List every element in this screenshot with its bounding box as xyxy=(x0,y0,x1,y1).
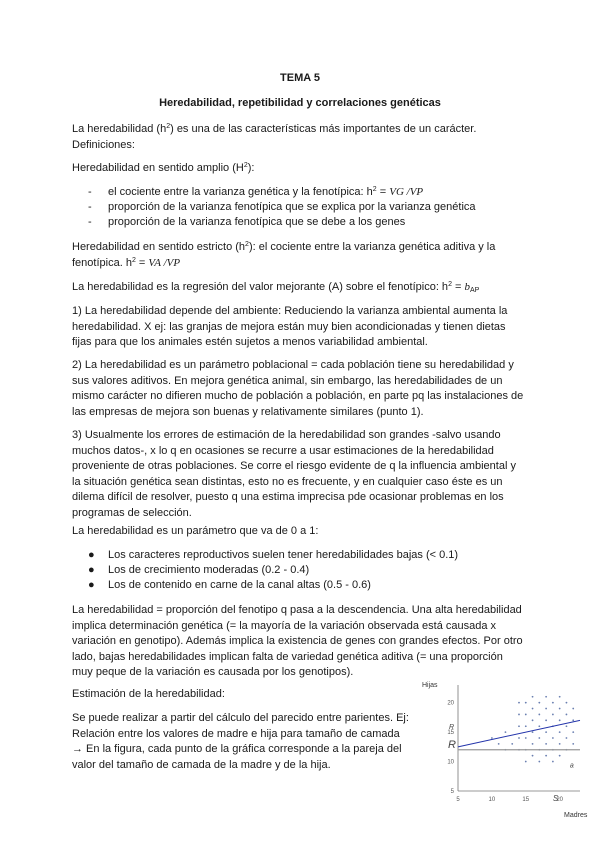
bullet-marker: ● xyxy=(88,579,95,591)
data-point xyxy=(538,714,540,716)
x-tick-label: 5 xyxy=(456,797,460,803)
data-point xyxy=(572,731,574,733)
data-point xyxy=(559,708,561,710)
data-point xyxy=(559,743,561,745)
vg-vp-formula: VG /VP xyxy=(389,186,424,198)
estimation-paragraph: Se puede realizar a partir del cálculo del parecido entre parientes. Ej: Relación entre los valores de madre e hija para tamaño de camada → En la figura, cada punto de la gráfica corresponde a la pareja del valor del tamaño de camada de la madre y de la hija. xyxy=(72,712,409,771)
data-point xyxy=(545,731,547,733)
chart-annotation: R xyxy=(449,724,455,732)
y-tick-label: 5 xyxy=(450,789,454,795)
data-point xyxy=(552,702,554,704)
y-tick-label: 10 xyxy=(447,759,454,766)
x-tick-label: 10 xyxy=(488,797,496,803)
data-point xyxy=(559,755,561,757)
x-tick-label: 15 xyxy=(522,797,530,803)
data-point xyxy=(552,761,554,763)
data-point xyxy=(552,714,554,716)
data-point xyxy=(518,714,520,716)
regression-line xyxy=(458,720,580,747)
chart-annotation: a xyxy=(569,762,574,770)
data-point xyxy=(559,719,561,721)
bullet-marker: ● xyxy=(88,564,95,576)
strict-paragraph: Heredabilidad en sentido estricto $(h^2)$: el cociente entre la varianza genética aditiva y la fenotípica. $h^2$ = VA /VP xyxy=(72,241,496,269)
document-subtitle: Heredabilidad, repetibilidad y correlaciones genéticas xyxy=(159,97,441,109)
tick-labels xyxy=(447,701,563,803)
data-point xyxy=(538,702,540,704)
data-point xyxy=(566,702,568,704)
x-axis-label: Madres xyxy=(564,812,588,819)
intro-paragraph: La heredabilidad $(h^2)$ es una de las características más importantes de un carácter. Definiciones: xyxy=(72,123,477,151)
data-point xyxy=(505,731,507,733)
data-point xyxy=(518,702,520,704)
point-1-paragraph: 1) La heredabilidad depende del ambiente: Reduciendo la varianza ambiental aumenta la heredabilidad. X ej: las granjas de mejora están muy bien acondicionadas y tienen dietas fijas para que los animales estén sujetos a menos variabilidad ambiental. xyxy=(72,305,508,348)
data-point xyxy=(532,731,534,733)
x-tick-label: 20 xyxy=(556,797,564,803)
chart-annotation: R xyxy=(448,738,456,751)
estimation-heading: Estimación de la heredabilidad: xyxy=(72,688,225,700)
data-point xyxy=(552,737,554,739)
data-point xyxy=(572,708,574,710)
dash-marker: - xyxy=(88,186,92,198)
data-point xyxy=(525,702,527,704)
data-point xyxy=(532,696,534,698)
chart-lines xyxy=(458,720,580,749)
y-axis-label: Hijas xyxy=(422,682,438,689)
data-point xyxy=(532,719,534,721)
data-point xyxy=(538,737,540,739)
dash-marker: - xyxy=(88,216,92,228)
data-point xyxy=(511,743,513,745)
regression-paragraph: La heredabilidad es la regresión del valor mejorante (A) sobre el fenotípico: $h^2 = b_{AP}$ xyxy=(72,281,480,294)
data-point xyxy=(525,737,527,739)
data-point xyxy=(525,714,527,716)
range-heading: La heredabilidad es un parámetro que va de 0 a 1: xyxy=(72,525,319,537)
broad-heading: Heredabilidad en sentido amplio $(H^2)$: xyxy=(72,162,255,174)
point-2-paragraph: 2) La heredabilidad es un parámetro poblacional = cada población tiene su heredabilidad y sus valores aditivos. En mejora genética animal, sin embargo, las heredabilidades de un mismo carácter no difieren mucho de población a población, en parte pq las instalaciones de las empresas de mejora son buenas y relativamente similares (punto 1). xyxy=(72,359,524,418)
data-point xyxy=(559,731,561,733)
data-point xyxy=(518,737,520,739)
data-point xyxy=(566,714,568,716)
data-point xyxy=(518,725,520,727)
data-point xyxy=(532,743,534,745)
data-point xyxy=(538,725,540,727)
data-point xyxy=(532,708,534,710)
va-vp-formula: VA /VP xyxy=(148,256,181,269)
data-point xyxy=(525,725,527,727)
data-point xyxy=(532,755,534,757)
data-point xyxy=(538,761,540,763)
bullet-marker: ● xyxy=(88,549,95,561)
scatter-points xyxy=(491,696,574,763)
data-point xyxy=(566,737,568,739)
y-tick-label: 15 xyxy=(447,730,454,737)
proportion-paragraph: La heredabilidad = proporción del fenotipo q pasa a la descendencia. Una alta heredabilidad implica determinación genética (= la mayoría de la variación observada está causada x variación en genotipo). Además implica la existencia de genes con grandes efectos. Por otro lado, bajas heredabilidades implican falta de variedad genética aditiva (= una proporción muy peque de la variación es causada por los genotipos). xyxy=(72,604,523,678)
chart-annotation: S xyxy=(552,794,559,803)
data-point xyxy=(545,743,547,745)
document-page: TEMA 5 Heredabilidad, repetibilidad y correlaciones genéticas La heredabilidad $(h^2)$ es una de las características más importantes de un carácter. Definiciones: Heredabilidad en sentido amplio $(H^2)$: - el cociente entre la varianza genética y la fenotípica: $h^2$ = VG /VP - proporción de la varianza fenotípica que se explica por la varianza genética - proporción de la varianza fenotípica que se debe a los genes Heredabilidad en sentido estricto $(h^2)$: el cociente entre la varianza genética aditiva y la fenotípica. $h^2$ = VA /VP La heredabilidad es la regresión del valor mejorante (A) sobre el fenotípico: $h^2 = b_{AP}$ 1) La heredabilidad depende del ambiente: Reduciendo la varianza ambiental aumenta la heredabilidad. X ej: las granjas de mejora están muy bien acondicionadas y tienen dietas fijas para que los animales estén sujetos a menos variabilidad ambiental. 2) La heredabilidad es un parámetro poblacional = cada población tiene su heredabilidad y sus valores aditivos. En mejora genética animal, sin embargo, las heredabilidades de un mismo carácter no difieren mucho de población a población, en parte pq las instalaciones de las empresas de mejora son buenas y relativamente similares (punto 1). 3) Usualmente los errores de estimación de la heredabilidad son grandes -salvo usando muchos datos-, x lo q en ocasiones se recurre a usar estimaciones de la heredabilidad proveniente de otras poblaciones. Se corre el riesgo evidente de q la influencia ambiental y la situación genética sean distintas, esto no es frecuente, y en cualquier caso éste es un dilema difícil de resolver, puesto q una estima imprecisa pde ocasionar problemas en los programas de selección. La heredabilidad es un parámetro que va de 0 a 1: ● Los caracteres reproductivos suelen tener heredabilidades bajas (< 0.1) ● Los de crecimiento moderadas (0.2 - 0.4) ● Los de contenido en carne de la canal altas (0.5 - 0.6) La heredabilidad = proporción del fenotipo q pasa a la descendencia. Una alta heredabilidad implica determinación genética (= la mayoría de la variación observada está causada x variación en genotipo). Además implica la existencia de genes con grandes efectos. Por otro lado, bajas heredabilidades implican falta de variedad genética aditiva (= una proporción muy peque de la variación es causada por los genotipos). Estimación de la heredabilidad: Se puede realizar a partir del cálculo del parecido entre parientes. Ej: Relación entre los valores de madre e hija para tamaño de camada → En la figura, cada punto de la gráfica corresponde a la pareja del valor del tamaño de camada de la madre y de la hija. Hijas Madres 5 10 15 20 5 10 15 20 R S a R xyxy=(0,0,600,848)
data-point xyxy=(545,719,547,721)
data-point xyxy=(545,708,547,710)
data-point xyxy=(545,696,547,698)
point-3-paragraph: 3) Usualmente los errores de estimación de la heredabilidad son grandes -salvo usando muchos datos-, x lo q en ocasiones se recurre a usar estimaciones de la heredabilidad proveniente de otras poblaciones. Se corre el riesgo evidente de q la influencia ambiental y la situación genética sean distintas, esto no es frecuente, y en cualquier caso éste es un dilema difícil de resolver, puesto q una estima imprecisa pde ocasionar problemas en los programas de selección. xyxy=(72,429,516,519)
data-point xyxy=(491,737,493,739)
data-point xyxy=(566,725,568,727)
y-tick-label: 20 xyxy=(447,700,454,707)
data-point xyxy=(525,761,527,763)
document-title: TEMA 5 xyxy=(280,72,320,84)
data-point xyxy=(572,719,574,721)
data-point xyxy=(498,743,500,745)
dash-marker: - xyxy=(88,201,92,213)
heritability-scatter-chart xyxy=(418,673,598,823)
data-point xyxy=(545,755,547,757)
data-point xyxy=(572,743,574,745)
data-point xyxy=(559,696,561,698)
